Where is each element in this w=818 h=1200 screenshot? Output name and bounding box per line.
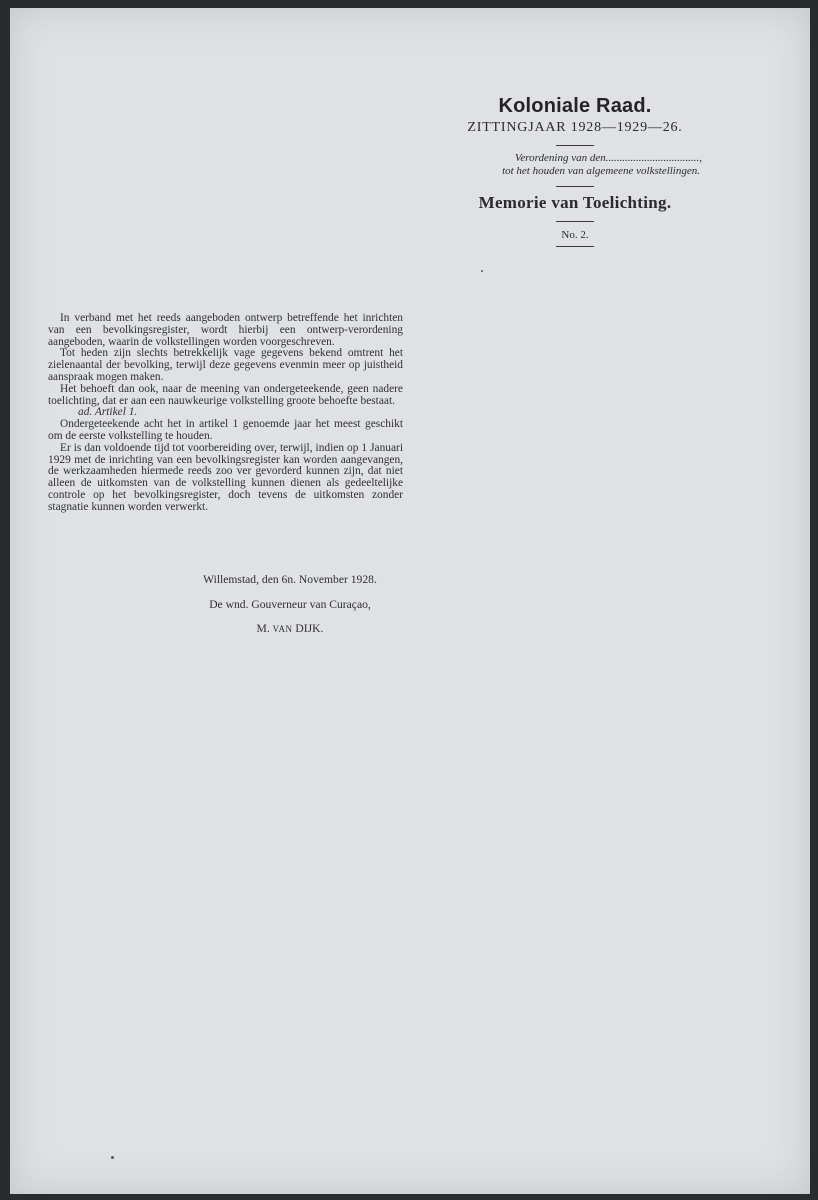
council-title: Koloniale Raad. [498, 95, 652, 117]
body-paragraph: Ondergeteekende acht het in artikel 1 genoemde jaar het meest geschikt om de eerste volkstelling te houden. [48, 418, 403, 442]
header-divider [556, 145, 594, 146]
header-divider [556, 186, 594, 187]
signatory-surname: DIJK. [295, 622, 324, 635]
subject-line-2: tot het houden van algemeene volkstellingen. [502, 165, 700, 177]
signatory-title: De wnd. Gouverneur van Curaçao, [209, 598, 371, 611]
session-year: ZITTINGJAAR 1928—1929—26. [467, 120, 683, 135]
memo-body [48, 313, 403, 514]
article-reference: ad. Artikel 1. [78, 406, 138, 419]
ordinance-subject [440, 152, 710, 178]
body-paragraph: Er is dan voldoende tijd tot voorbereiding over, terwijl, indien op 1 Januari 1929 met de inrichting van een bevolkingsregister kan worden aangevangen, de werkzaamheden hiermede reeds zoo ver gevorderd kunnen zijn, dat niet alleen de uitkomsten van de volkstelling kunnen dienen als gedeeltelijke controle op het bevolkingsregister, doch tevens de uitkomsten zonder stagnatie kunnen worden verwerkt. [48, 441, 403, 513]
header-divider [556, 246, 594, 247]
header-divider [556, 221, 594, 222]
memo-title: Memorie van Toelichting. [478, 193, 672, 212]
paper-speck [111, 1156, 114, 1159]
paper-speck [481, 270, 483, 272]
document-page [10, 8, 810, 1194]
body-paragraph: In verband met het reeds aangeboden ontwerp betreffende het inrichten van een bevolkingsregister, wordt hierbij een ontwerp-verordening aangeboden, waarin de volkstellingen worden voorgeschreven. [48, 312, 403, 348]
subject-line-1: Verordening van den.................................., [514, 152, 702, 164]
signatory-name [160, 622, 420, 635]
body-paragraph: Het behoeft dan ook, naar de meening van ondergeteekende, geen nadere toelichting, dat er aan een nauwkeurige volkstelling groote behoefte bestaat. [48, 382, 403, 407]
document-header [440, 94, 710, 253]
body-paragraph: Tot heden zijn slechts betrekkelijk vage gegevens bekend omtrent het zielenaantal der bevolking, terwijl deze gegevens evenmin meer op juistheid aanspraak mogen maken. [48, 347, 403, 383]
place-date: Willemstad, den 6n. November 1928. [203, 573, 377, 586]
document-number: No. 2. [561, 229, 589, 241]
signatory-particle: VAN [272, 624, 293, 634]
signatory-initial: M. [256, 622, 270, 635]
